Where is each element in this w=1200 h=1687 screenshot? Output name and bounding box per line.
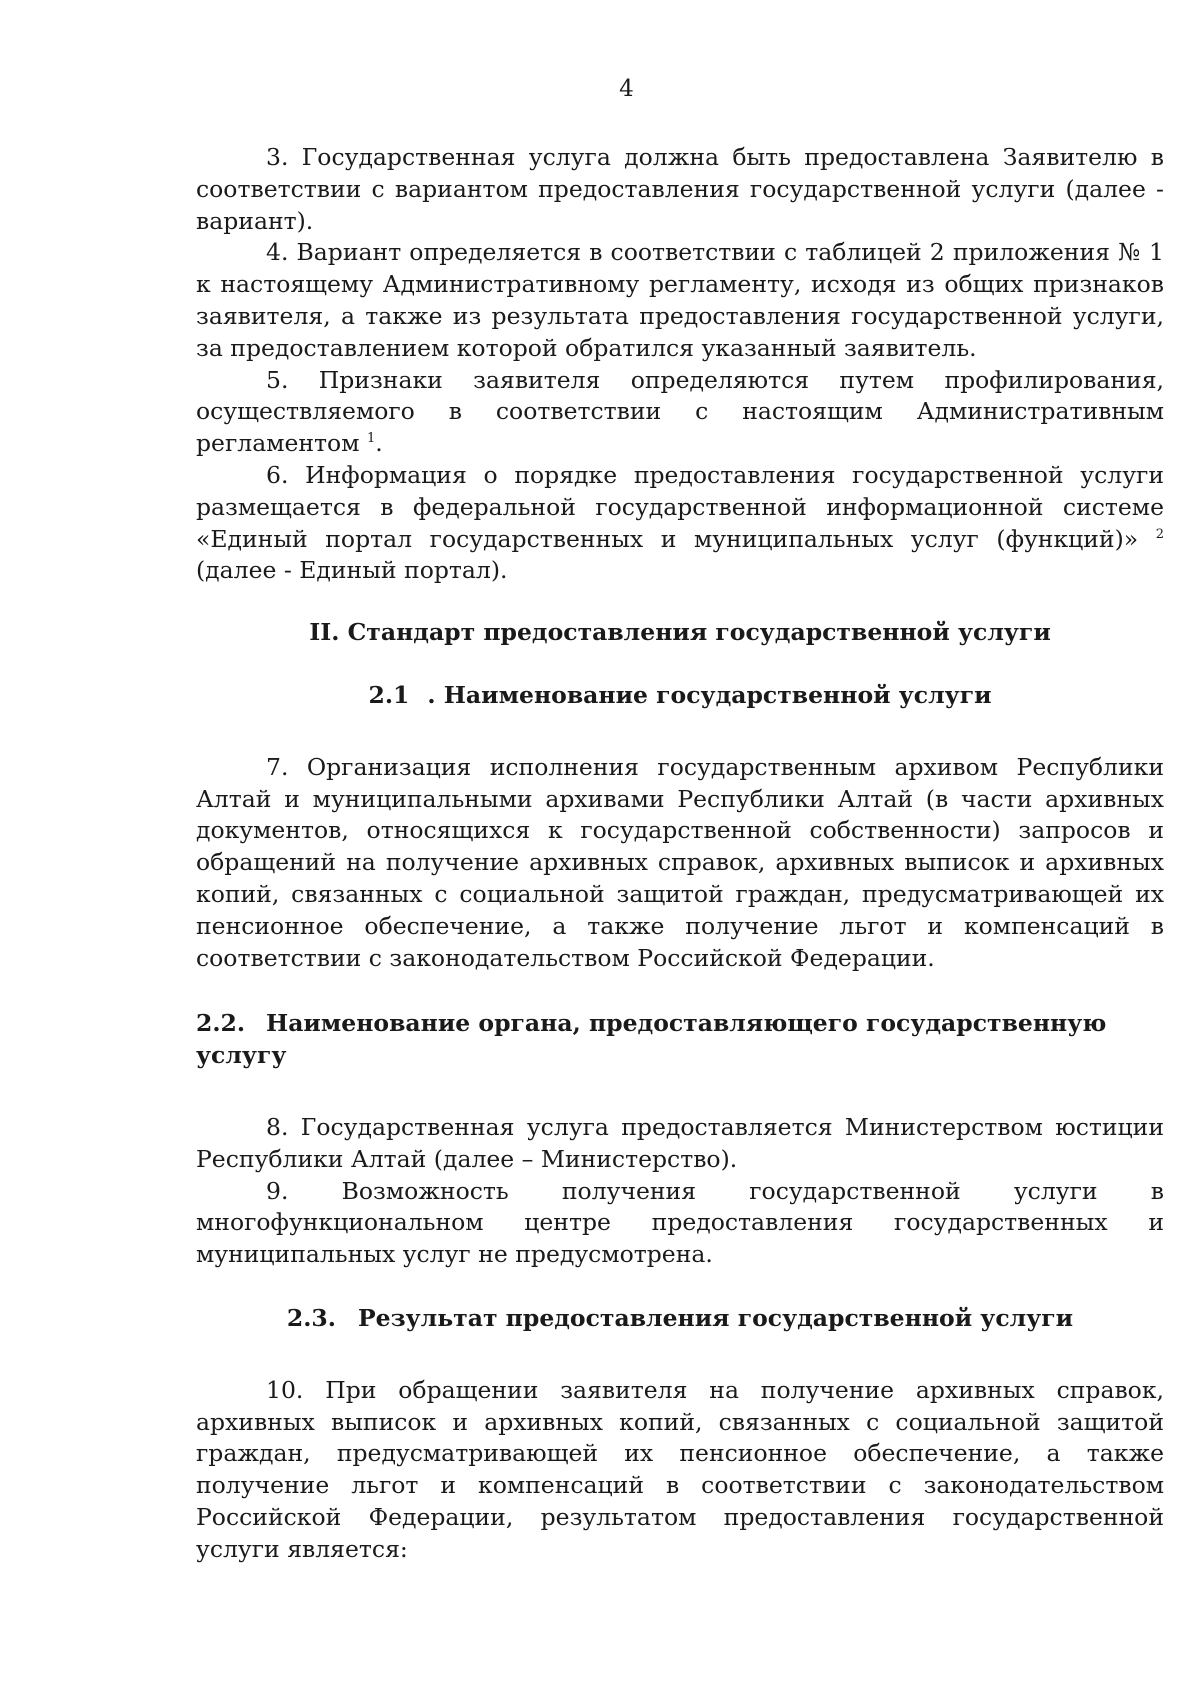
subsection-2-1-title: . Наименование государственной услуги — [427, 680, 992, 709]
footnote-ref-2: 2 — [1155, 526, 1164, 542]
section-title: II. Стандарт предоставления государственной услуги — [309, 618, 1051, 647]
subsection-2-1-number: 2.1 — [368, 680, 410, 709]
paragraph-6-text: 6. Информация о порядке предоставления государственной услуги размещается в федеральной государственной информационной системе «Единый портал государственных и муниципальных услуг (функций)» — [196, 460, 1164, 553]
paragraph-10: 10. При обращении заявителя на получение архивных справок, архивных выписок и архивных копий, связанных с социальной защитой граждан, предусматривающей их пенсионное обеспечение, а также получение льгот и компенсаций в соответствии с законодательством Российской Федерации, результатом предоставления государственной услуги является: — [196, 1375, 1164, 1563]
subsection-2-2-heading — [196, 1008, 1164, 1072]
paragraph-9: 9. Возможность получения государственной услуги в многофункциональном центре предоставления государственных и муниципальных услуг не предусмотрена. — [196, 1176, 1164, 1269]
subsection-2-3-heading — [196, 1303, 1164, 1335]
paragraph-8: 8. Государственная услуга предоставляется Министерством юстиции Республики Алтай (далее – Министерство). — [196, 1112, 1164, 1173]
page-number: 4 — [619, 76, 634, 102]
subsection-2-2-number: 2.2. — [196, 1009, 246, 1038]
paragraph-6-tail: (далее - Единый портал). — [196, 556, 508, 585]
document-body — [196, 142, 1164, 1565]
paragraph-5 — [196, 365, 1164, 460]
paragraph-7: 7. Организация исполнения государственным архивом Республики Алтай и муниципальными архивами Республики Алтай (в части архивных документов, относящихся к государственной собственности) запросов и обращений на получение архивных справок, архивных выписок и архивных копий, связанных с социальной защитой граждан, предусматривающей их пенсионное обеспечение, а также получение льгот и компенсаций в соответствии с законодательством Российской Федерации. — [196, 752, 1164, 972]
subsection-2-3-number: 2.3. — [286, 1303, 336, 1332]
paragraph-5-text: 5. Признаки заявителя определяются путем профилирования, осуществляемого в соответствии с настоящим Административным регламентом — [196, 365, 1164, 458]
paragraph-6 — [196, 460, 1164, 587]
subsection-2-1-heading — [196, 680, 1164, 712]
subsection-2-3-title: Результат предоставления государственной услуги — [357, 1303, 1074, 1332]
paragraph-5-tail: . — [375, 429, 383, 458]
subsection-2-2-title: Наименование органа, предоставляющего государственную услугу — [196, 1009, 1107, 1070]
footnote-ref-1: 1 — [366, 431, 376, 447]
paragraph-4: 4. Вариант определяется в соответствии с таблицей 2 приложения № 1 к настоящему Административному регламенту, исходя из общих признаков заявителя, а также из результата предоставления государственной услуги, за предоставлением которой обратился указанный заявитель. — [196, 238, 1164, 362]
paragraph-3: 3. Государственная услуга должна быть предоставлена Заявителю в соответствии с вариантом предоставления государственной услуги (далее - вариант). — [196, 143, 1164, 235]
